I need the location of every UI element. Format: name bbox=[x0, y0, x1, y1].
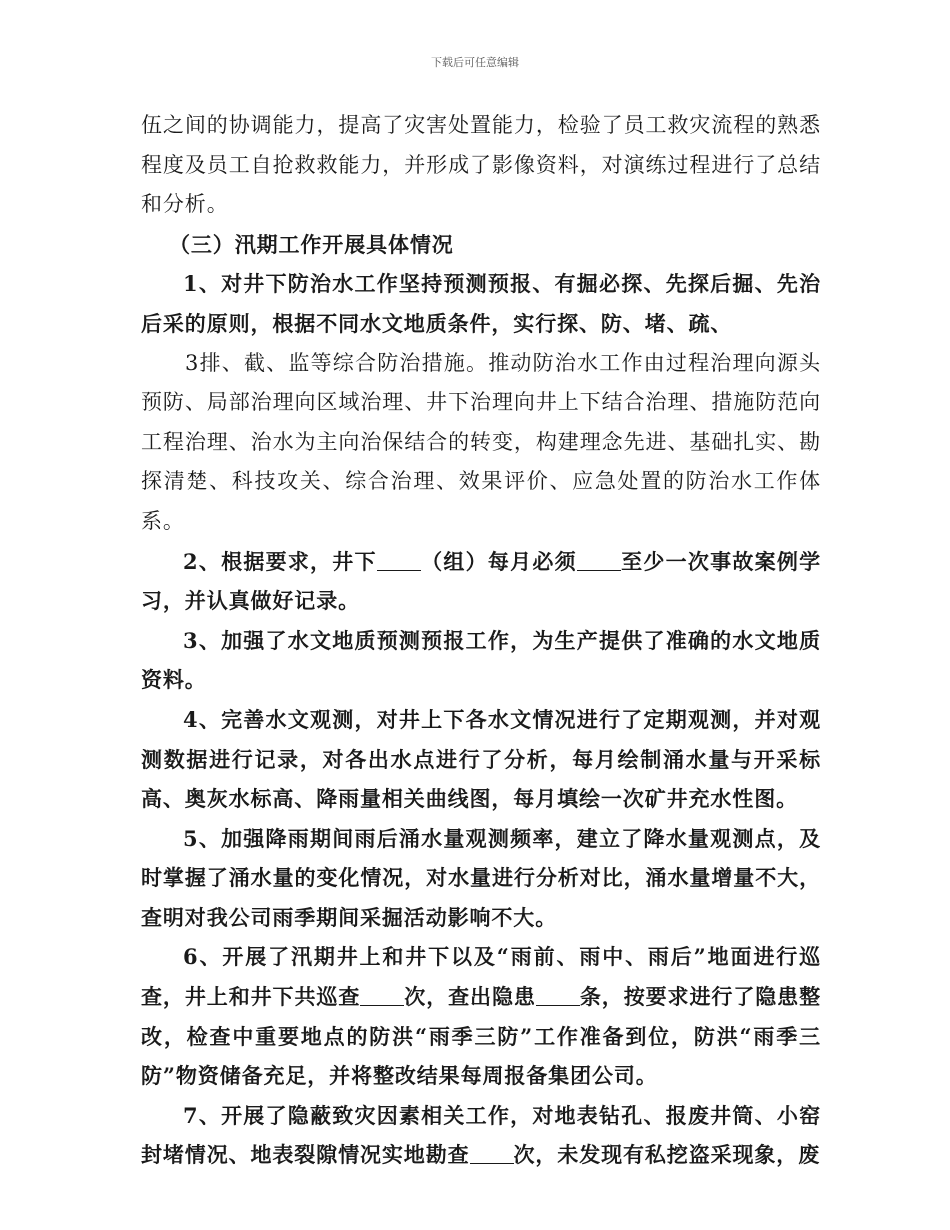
paragraph-2-part-c: 至少一次事故案例学习，并认真做好记录。 bbox=[141, 548, 821, 614]
paragraph-2-part-b: （组）每月必须 bbox=[420, 548, 577, 574]
paragraph-1-continued: 3排、截、监等综合防治措施。推动防治水工作由过程治理向源头预防、局部治理向区域治理、井下治理向井上下结合治理、措施防范向工程治理、治水为主向治保结合的转变，构建理念先进、基础扎实、勘探清楚、科技攻关、综合治理、效果评价、应急处置的防治水工作体系。 bbox=[141, 350, 821, 533]
blank-underline bbox=[377, 548, 421, 571]
paragraph-7 bbox=[141, 1096, 821, 1175]
paragraph-1: 1、对井下防治水工作坚持预测预报、有掘必探、先探后掘、先治后采的原则，根据不同水文地质条件，实行探、防、堵、疏、 bbox=[141, 271, 821, 336]
paragraph-3: 3、加强了水文地质预测预报工作，为生产提供了准确的水文地质资料。 bbox=[141, 627, 821, 693]
page-header-note: 下载后可任意编辑 bbox=[431, 56, 519, 69]
blank-underline bbox=[360, 983, 404, 1006]
document-body bbox=[141, 106, 821, 1175]
paragraph-6 bbox=[141, 937, 821, 1095]
paragraph-7-part-b: 次，未发现有私挖盗采现象，废 bbox=[513, 1142, 821, 1168]
paragraph-6-part-a: 6、开展了汛期井上和井下以及“雨前、雨中、雨后”地面进行巡查，井上和井下共巡查 bbox=[141, 944, 821, 1010]
paragraph-2-part-a: 2、根据要求，井下 bbox=[183, 548, 377, 574]
paragraph-6-part-b: 次，查出隐患 bbox=[404, 984, 536, 1010]
section-heading: （三）汛期工作开展具体情况 bbox=[169, 231, 454, 257]
blank-underline bbox=[536, 983, 580, 1006]
paragraph-2 bbox=[141, 542, 821, 621]
paragraph-6-part-c: 条，按要求进行了隐患整改，检查中重要地点的防洪“雨季三防”工作准备到位，防洪“雨季三防”物资储备充足，并将整改结果每周报备集团公司。 bbox=[141, 984, 821, 1089]
blank-underline bbox=[470, 1141, 514, 1164]
paragraph-4: 4、完善水文观测，对井上下各水文情况进行了定期观测，并对观测数据进行记录，对各出水点进行了分析，每月绘制涌水量与开采标高、奥灰水标高、降雨量相关曲线图，每月填绘一次矿井充水性图。 bbox=[141, 706, 821, 812]
paragraph-7-part-a: 7、开展了隐蔽致灾因素相关工作，对地表钻孔、报废井筒、小窑封堵情况、地表裂隙情况实地勘查 bbox=[141, 1102, 821, 1168]
paragraph-continuation: 伍之间的协调能力，提高了灾害处置能力，检验了员工救灾流程的熟悉程度及员工自抢救救能力，并形成了影像资料，对演练过程进行了总结和分析。 bbox=[141, 113, 821, 217]
paragraph-5: 5、加强降雨期间雨后涌水量观测频率，建立了降水量观测点，及时掌握了涌水量的变化情况，对水量进行分析对比，涌水量增量不大，查明对我公司雨季期间采掘活动影响不大。 bbox=[141, 825, 821, 930]
blank-underline bbox=[577, 548, 621, 571]
